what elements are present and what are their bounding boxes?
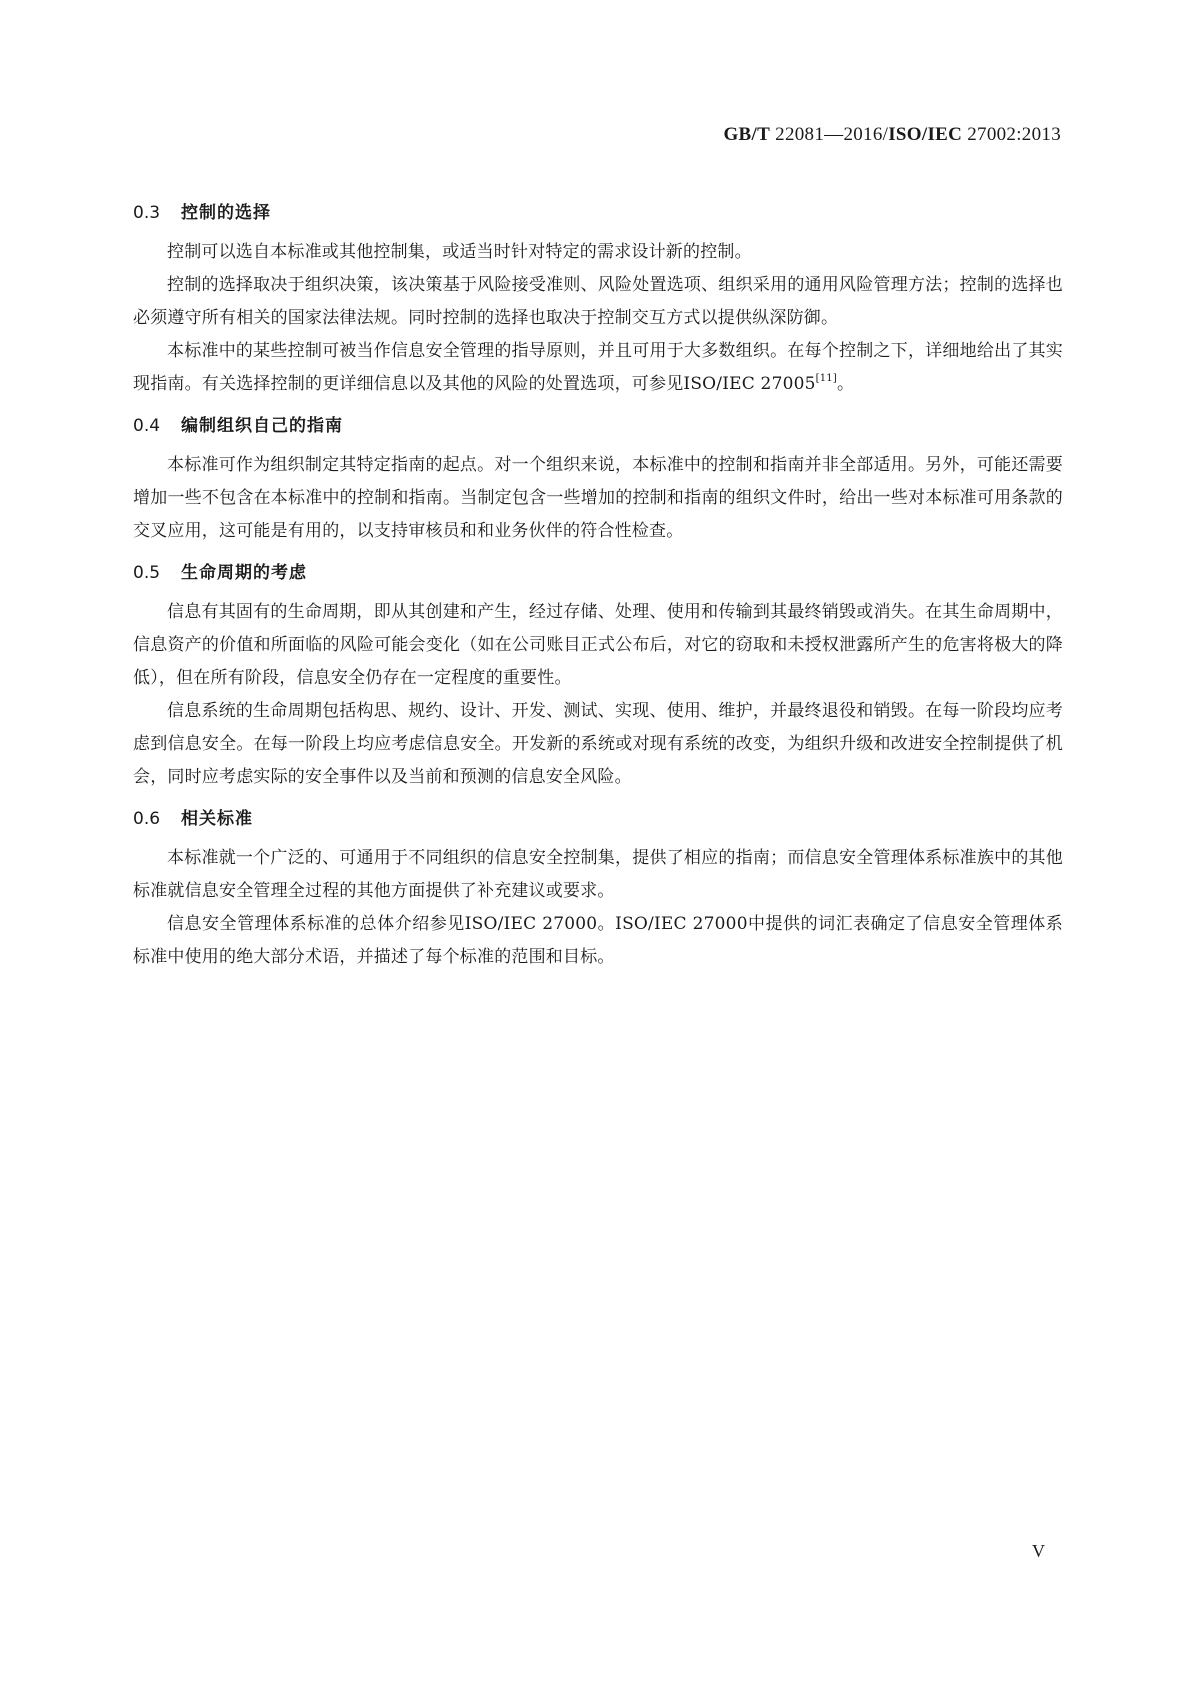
paragraph: 控制可以选自本标准或其他控制集，或适当时针对特定的需求设计新的控制。 [167,242,752,262]
standard-header [723,124,1061,146]
section-title: 相关标准 [181,809,253,829]
section-heading [133,804,1063,828]
section-heading [133,198,1063,222]
header-iso-number: 27002:2013 [967,124,1061,145]
section-number: 0.6 [133,809,161,829]
paragraph: 信息有其固有的生命周期，即从其创建和产生，经过存储、处理、使用和传输到其最终销毁或消失。在其生命周期中，信息资产的价值和所面临的风险可能会变化（如在公司账目正式公布后，对它的窃取和未授权泄露所产生的危害将极大的降低），但在所有阶段，信息安全仍存在一定程度的重要性。 [133,602,1063,688]
paragraph [133,335,1063,401]
header-number: 22081—2016/ [775,124,889,145]
citation-reference: [11] [815,373,837,384]
section-title: 编制组织自己的指南 [181,416,343,436]
section-0-4 [133,411,1063,548]
header-prefix: GB/T [723,124,771,145]
section-heading [133,411,1063,435]
paragraph: 本标准可作为组织制定其特定指南的起点。对一个组织来说，本标准中的控制和指南并非全部适用。另外，可能还需要增加一些不包含在本标准中的控制和指南。当制定包含一些增加的控制和指南的组织文件时，给出一些对本标准可用条款的交叉应用，这可能是有用的，以支持审核员和和业务伙伴的符合性检查。 [133,455,1063,541]
section-title: 控制的选择 [181,203,271,223]
section-number: 0.4 [133,416,161,436]
section-0-6 [133,804,1063,974]
section-number: 0.5 [133,563,161,583]
document-body [133,198,1063,974]
paragraph: 本标准就一个广泛的、可通用于不同组织的信息安全控制集，提供了相应的指南；而信息安全管理体系标准族中的其他标准就信息安全管理全过程的其他方面提供了补充建议或要求。 [133,848,1063,901]
section-number: 0.3 [133,203,161,223]
paragraph-end: 。 [836,374,855,394]
section-0-5 [133,558,1063,794]
paragraph: 信息系统的生命周期包括构思、规约、设计、开发、测试、实现、使用、维护，并最终退役和销毁。在每一阶段均应考虑到信息安全。在每一阶段上均应考虑信息安全。开发新的系统或对现有系统的改变，为组织升级和改进安全控制提供了机会，同时应考虑实际的安全事件以及当前和预测的信息安全风险。 [133,701,1063,787]
section-title: 生命周期的考虑 [181,563,307,583]
section-heading [133,558,1063,582]
header-iso: ISO/IEC [888,124,963,145]
section-0-3 [133,198,1063,401]
paragraph: 控制的选择取决于组织决策，该决策基于风险接受准则、风险处置选项、组织采用的通用风险管理方法；控制的选择也必须遵守所有相关的国家法律法规。同时控制的选择也取决于控制交互方式以提供纵深防御。 [133,275,1063,328]
paragraph: 信息安全管理体系标准的总体介绍参见ISO/IEC 27000。ISO/IEC 27000中提供的词汇表确定了信息安全管理体系标准中使用的绝大部分术语，并描述了每个标准的范围和目标。 [133,914,1063,967]
page-number: V [1032,1541,1045,1561]
paragraph-text: 本标准中的某些控制可被当作信息安全管理的指导原则，并且可用于大多数组织。在每个控制之下，详细地给出了其实现指南。有关选择控制的更详细信息以及其他的风险的处置选项，可参见ISO/IEC 27005 [133,341,1063,394]
